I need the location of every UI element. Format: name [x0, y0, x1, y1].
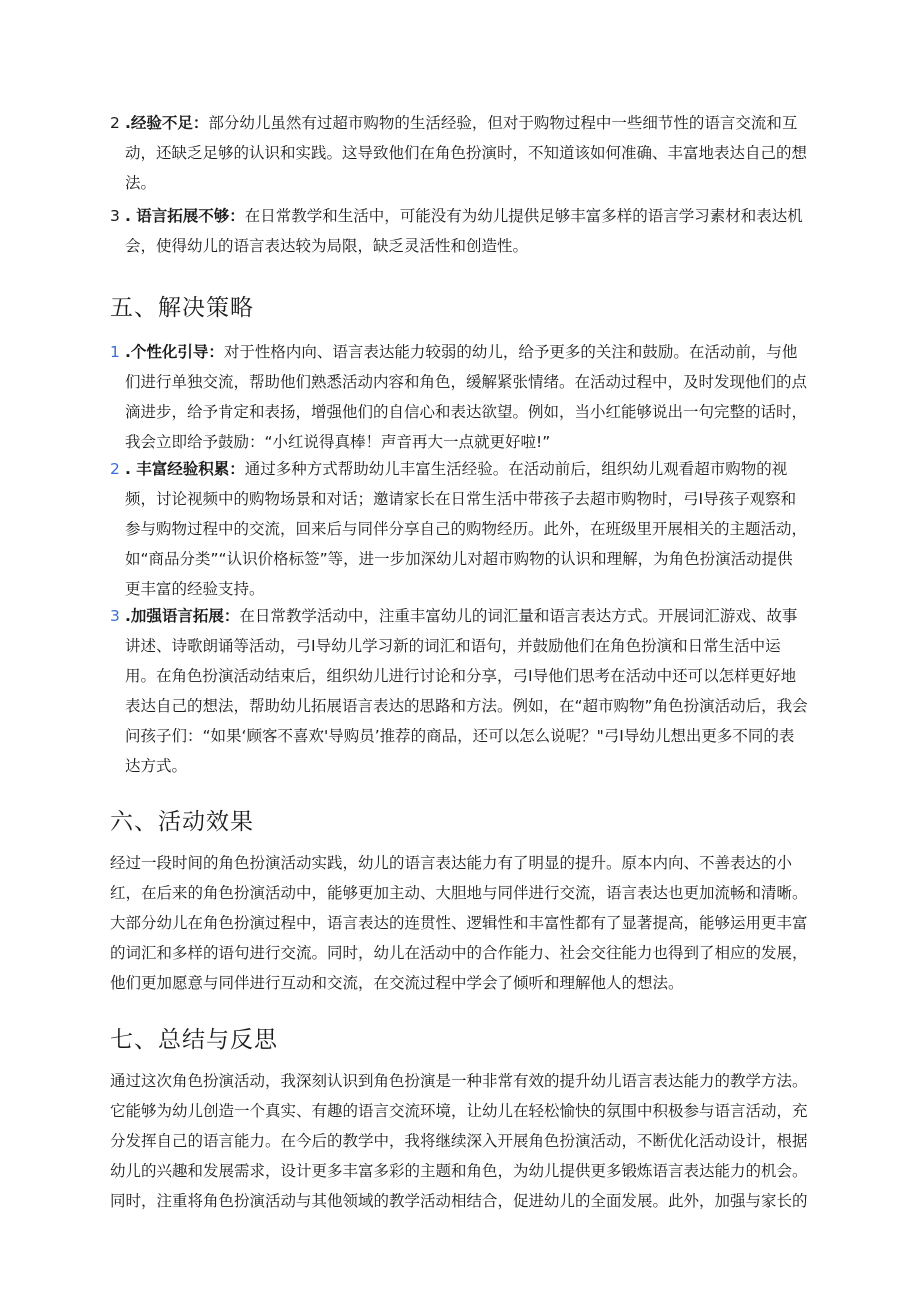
list-item-body — [125, 201, 808, 261]
list-item-body — [125, 454, 808, 604]
list-item-lead: . 语言拓展不够： — [125, 207, 245, 225]
paragraph-effects: 经过一段时间的角色扮演活动实践，幼儿的语言表达能力有了明显的提升。原本内向、不善表达的小红，在后来的角色扮演活动中，能够更加主动、大胆地与同伴进行交流，语言表达也更加流畅和清晰。大部分幼儿在角色扮演过程中，语言表达的连贯性、逻辑性和丰富性都有了显著提高，能够运用更丰富的词汇和多样的语句进行交流。同时，幼儿在活动中的合作能力、社会交往能力也得到了相应的发展，他们更加愿意与同伴进行互动和交流，在交流过程中学会了倾听和理解他人的想法。 — [110, 854, 808, 992]
list-item-text: 对于性格内向、语言表达能力较弱的幼儿，给予更多的关注和鼓励。在活动前，与他们进行单独交流，帮助他们熟悉活动内容和角色，缓解紧张情绪。在活动过程中，及时发现他们的点滴进步，给予肯定和表扬，增强他们的自信心和表达欲望。例如，当小红能够说出一句完整的话时，我会立即给予鼓励：“小红说得真棒！声音再大一点就更好啦!” — [125, 343, 808, 451]
list-item-body — [125, 601, 808, 781]
section-heading-strategies: 五、解决策略 — [110, 295, 254, 321]
list-item-rich-experience — [108, 454, 808, 604]
paragraph-summary: 通过这次角色扮演活动，我深刻认识到角色扮演是一种非常有效的提升幼儿语言表达能力的教学方法。它能够为幼儿创造一个真实、有趣的语言交流环境，让幼儿在轻松愉快的氛围中积极参与语言活动，充分发挥自己的语言能力。在今后的教学中，我将继续深入开展角色扮演活动，不断优化活动设计，根据幼儿的兴趣和发展需求，设计更多丰富多彩的主题和角色，为幼儿提供更多锻炼语言表达能力的机会。同时，注重将角色扮演活动与其他领域的教学活动相结合，促进幼儿的全面发展。此外，加强与家长的 — [110, 1072, 808, 1210]
list-item-lead: .加强语言拓展： — [125, 607, 240, 625]
list-number: 3 — [110, 207, 120, 225]
section-heading-effects: 六、活动效果 — [110, 809, 254, 835]
list-item-strengthen-language — [108, 601, 808, 781]
list-item-lead: .个性化引导： — [125, 343, 224, 361]
list-number: 2 — [110, 114, 120, 132]
list-item-text: 在日常教学和生活中，可能没有为幼儿提供足够丰富多样的语言学习素材和表达机会，使得幼儿的语言表达较为局限，缺乏灵活性和创造性。 — [125, 207, 803, 255]
list-number: 3 — [110, 607, 120, 625]
list-number: 2 — [110, 460, 120, 478]
list-item-text: 通过多种方式帮助幼儿丰富生活经验。在活动前后，组织幼儿观看超市购物的视频，讨论视频中的购物场景和对话；邀请家长在日常生活中带孩子去超市购物时，弓I导孩子观察和参与购物过程中的交流，回来后与同伴分享自己的购物经历。此外，在班级里开展相关的主题活动，如“商品分类”“认识价格标签”等，进一步加深幼儿对超市购物的认识和理解，为角色扮演活动提供更丰富的经验支持。 — [125, 460, 808, 598]
list-item-lead: .经验不足： — [125, 114, 209, 132]
section-heading-summary: 七、总结与反思 — [110, 1027, 278, 1053]
list-item-lead: . 丰富经验积累： — [125, 460, 245, 478]
list-number: 1 — [110, 343, 120, 361]
list-item-text: 部分幼儿虽然有过超市购物的生活经验，但对于购物过程中一些细节性的语言交流和互动，还缺乏足够的认识和实践。这导致他们在角色扮演时，不知道该如何准确、丰富地表达自己的想法。 — [125, 114, 808, 192]
list-item-body — [125, 108, 808, 198]
list-item-text: 在日常教学活动中，注重丰富幼儿的词汇量和语言表达方式。开展词汇游戏、故事讲述、诗歌朗诵等活动，弓I导幼儿学习新的词汇和语句，并鼓励他们在角色扮演和日常生活中运用。在角色扮演活动结束后，组织幼儿进行讨论和分享，弓I导他们思考在活动中还可以怎样更好地表达自己的想法，帮助幼儿拓展语言表达的思路和方法。例如，在“超市购物”角色扮演活动后，我会问孩子们：“如果‘顾客不喜欢'导购员’推荐的商品，还可以怎么说呢？"弓I导幼儿想出更多不同的表达方式。 — [125, 607, 808, 775]
list-item-personalized-guidance — [108, 337, 808, 457]
list-item-experience — [108, 108, 808, 198]
list-item-body — [125, 337, 808, 457]
list-item-language-extension — [108, 201, 808, 261]
